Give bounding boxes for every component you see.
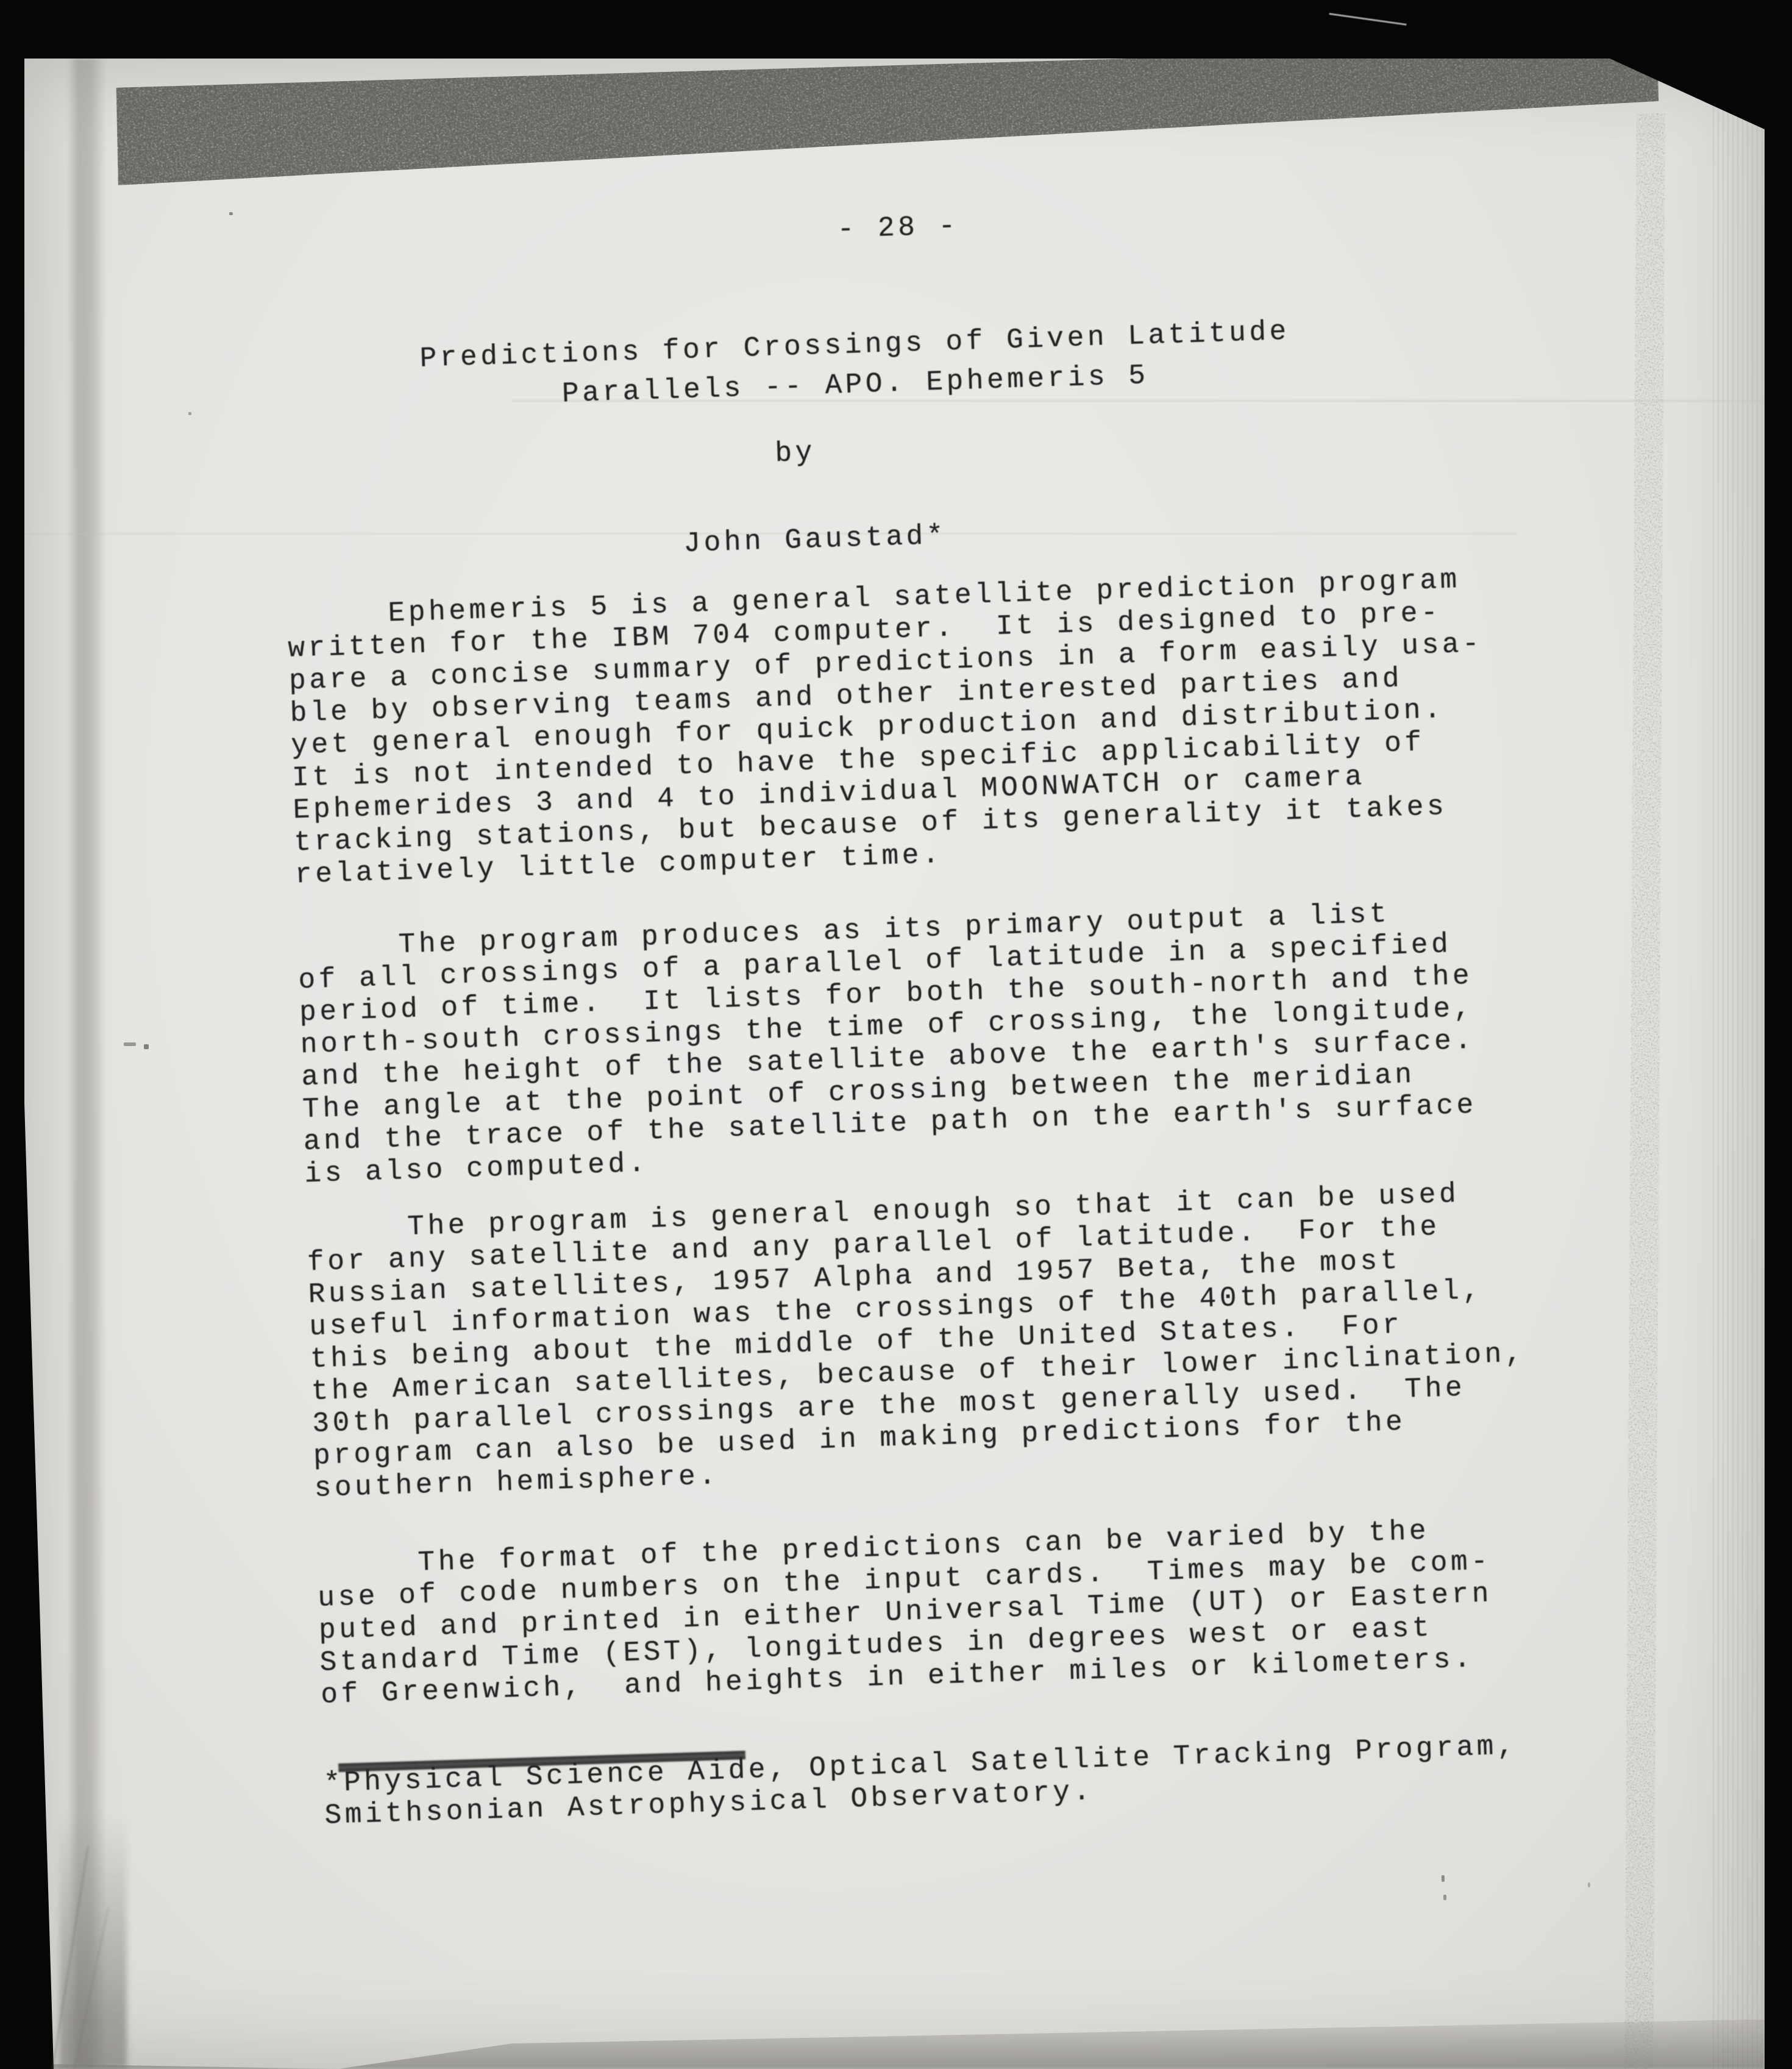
title-line-1: Predictions for Crossings of Given Latitude <box>419 315 1290 375</box>
speck <box>229 212 233 215</box>
footnote: *Physical Science Aide, Optical Satellite Tracking Program, Smithsonian Astrophysical Observatory. <box>323 1730 1518 1832</box>
left-edge-shadow-lower <box>60 1813 127 2069</box>
page-right-edge-texture <box>1624 113 1665 2069</box>
page-top-edge-texture <box>116 59 1660 185</box>
pencil-mark <box>144 1044 149 1049</box>
author: John Gaustad* <box>683 519 947 560</box>
paragraph-4: The format of the predictions can be varied by the use of code numbers on the input cards. Times may be com- puted and printed in either Universal Time (UT) or Eastern Standard Time (EST), longitudes in degrees west or east of Greenwich, and heights in either miles or kilometers. <box>316 1515 1493 1711</box>
speck <box>1588 1882 1590 1887</box>
bottom-edge-shadow <box>24 2002 1765 2069</box>
speck <box>1443 1895 1446 1900</box>
speck <box>1442 1875 1445 1882</box>
document-text <box>274 174 1546 1893</box>
paragraph-2: The program produces as its primary output a list of all crossings of a parallel of latitude in a specified period of time. It lists for both the south-north and the north-south crossings the time of crossing, the longitude, and the height of the satellite above the earth's surface. The angle at the point of crossing between the meridian and the trace of the satellite path on the earth's surface is also computed. <box>297 898 1477 1191</box>
scanner-black-wedge-bottom-left <box>24 1063 54 2069</box>
left-edge-shadow <box>67 59 106 2069</box>
title-line-2: Parallels -- APO. Ephemeris 5 <box>561 360 1150 410</box>
scratch-mark <box>1329 13 1406 26</box>
paragraph-3: The program is general enough so that it can be used for any satellite and any parallel of latitude. For the Russian satellites, 1957 Alpha and 1957 Beta, the most useful information was the crossings of the 40th parallel, this being about the middle of the United States. For the American satellites, because of their lower inclination, 30th parallel crossings are the most generally used. The program can also be used in making predictions for the southern hemisphere. <box>305 1178 1526 1505</box>
pencil-mark <box>124 1042 136 1046</box>
speck <box>188 412 191 415</box>
paper-sheet <box>24 59 1765 2069</box>
byline: by <box>774 436 816 470</box>
right-margin-streaks <box>1713 59 1765 2069</box>
page-number: - 28 - <box>836 210 959 246</box>
paragraph-1: Ephemeris 5 is a general satellite prediction program written for the IBM 704 computer. It is designed to pre- pare a concise summary of predictions in a form easily usa- ble by observing teams and other interested parties and yet general enough for quick production and distribution. It is not intended to have the specific applicability of Ephemerides 3 and 4 to individual MOONWATCH or camera tracking stations, but because of its generality it takes relatively little computer time. <box>286 564 1484 891</box>
